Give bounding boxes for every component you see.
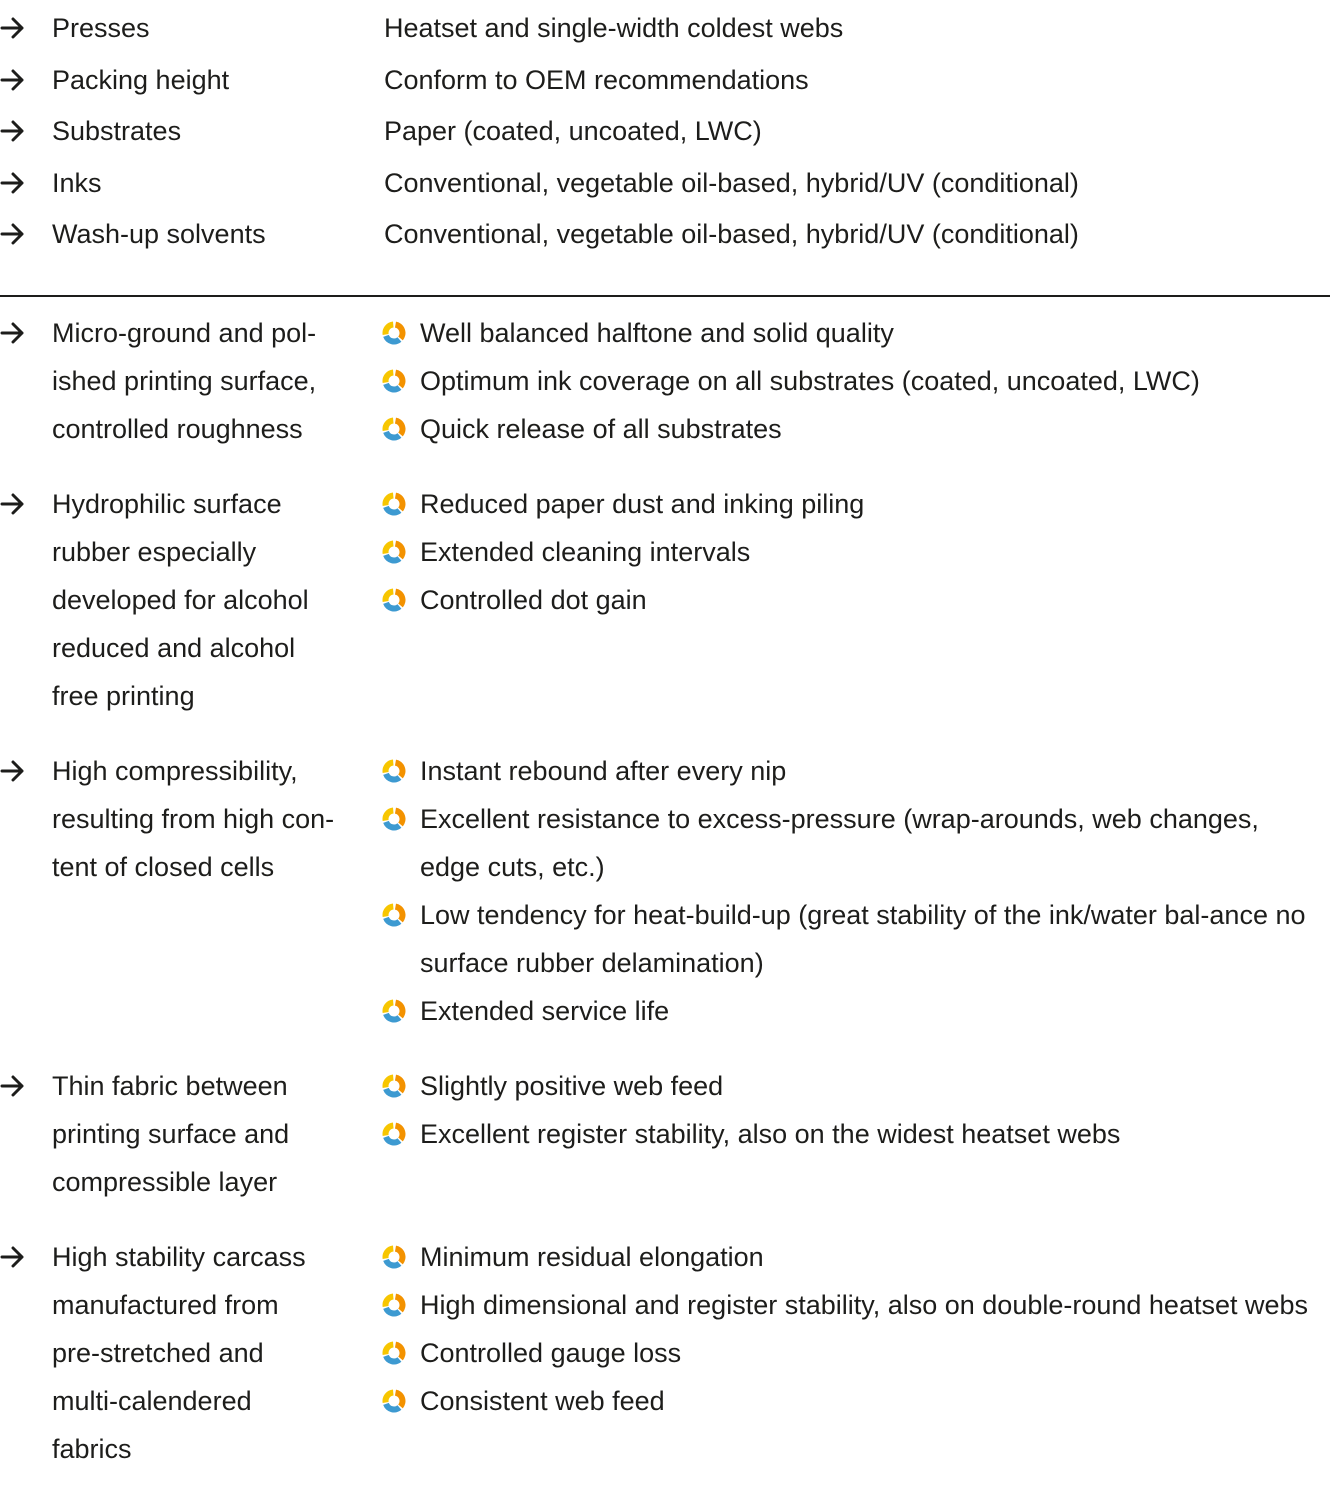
benefit-item — [382, 1377, 1330, 1425]
benefit-item — [382, 1233, 1330, 1281]
spec-value: Heatset and single-width coldest webs — [384, 13, 844, 43]
arrow-right-icon — [0, 1062, 52, 1110]
spec-row — [0, 159, 1330, 211]
feature-label-line: tent of closed cells — [52, 852, 275, 882]
tricolor-ring-icon — [382, 891, 420, 939]
benefit-text: Instant rebound after every nip — [420, 756, 787, 786]
spec-label: Packing height — [52, 64, 230, 95]
feature-label-line: printing surface and — [52, 1119, 290, 1149]
benefit-item — [382, 987, 1330, 1035]
spec-row — [0, 56, 1330, 108]
tricolor-ring-icon — [382, 576, 420, 624]
benefit-item — [382, 576, 1330, 624]
benefit-text: Extended cleaning intervals — [420, 537, 751, 567]
feature-label-line: Thin fabric between — [52, 1071, 288, 1101]
benefit-text: Optimum ink coverage on all substrates (coated, uncoated, LWC) — [420, 366, 1200, 396]
tricolor-ring-icon — [382, 1062, 420, 1110]
benefit-item — [382, 1329, 1330, 1377]
benefit-item — [382, 1062, 1330, 1110]
spec-value: Paper (coated, uncoated, LWC) — [384, 116, 762, 146]
benefit-text: Controlled gauge loss — [420, 1338, 682, 1368]
benefit-text: Quick release of all substrates — [420, 414, 782, 444]
spec-row — [0, 107, 1330, 159]
feature-label-line: controlled roughness — [52, 414, 303, 444]
spec-label: Presses — [52, 13, 150, 43]
benefit-item — [382, 1281, 1330, 1329]
tricolor-ring-icon — [382, 1110, 420, 1158]
feature-label-line: reduced and alcohol — [52, 633, 296, 663]
feature-label — [52, 1062, 352, 1206]
benefit-item — [382, 309, 1330, 357]
feature-block — [0, 1233, 1330, 1473]
tricolor-ring-icon — [382, 987, 420, 1035]
tricolor-ring-icon — [382, 1281, 420, 1329]
spec-table — [0, 4, 1330, 262]
benefit-text: Low tendency for heat-build-up (great stability of the ink/water bal-ance no surface rubber delamination) — [420, 900, 1306, 978]
benefit-item — [382, 357, 1330, 405]
benefit-text: Minimum residual elongation — [420, 1242, 764, 1272]
feature-label-line: fabrics — [52, 1434, 132, 1464]
feature-block — [0, 1062, 1330, 1206]
tricolor-ring-icon — [382, 1233, 420, 1281]
benefit-list — [352, 1062, 1330, 1158]
arrow-right-icon — [0, 309, 52, 357]
feature-label — [52, 480, 352, 720]
tricolor-ring-icon — [382, 405, 420, 453]
feature-block — [0, 309, 1330, 453]
spec-value: Conventional, vegetable oil-based, hybrid/UV (conditional) — [384, 167, 1079, 198]
benefit-text: Well balanced halftone and solid quality — [420, 318, 894, 348]
feature-label-line: High stability carcass — [52, 1242, 306, 1272]
tricolor-ring-icon — [382, 1329, 420, 1377]
arrow-right-icon — [0, 107, 52, 155]
tricolor-ring-icon — [382, 357, 420, 405]
benefit-text: Consistent web feed — [420, 1386, 665, 1416]
arrow-right-icon — [0, 56, 52, 104]
arrow-right-icon — [0, 4, 52, 52]
feature-label — [52, 747, 352, 891]
tricolor-ring-icon — [382, 747, 420, 795]
benefit-text: Excellent register stability, also on the widest heatset webs — [420, 1119, 1121, 1149]
feature-label-line: ished printing surface, — [52, 366, 317, 396]
benefit-item — [382, 480, 1330, 528]
benefit-list — [352, 480, 1330, 624]
feature-label-line: Hydrophilic surface — [52, 489, 282, 519]
benefit-text: Reduced paper dust and inking piling — [420, 489, 865, 519]
benefit-item — [382, 891, 1330, 987]
arrow-right-icon — [0, 159, 52, 207]
benefit-item — [382, 747, 1330, 795]
arrow-right-icon — [0, 747, 52, 795]
spec-value: Conform to OEM recommendations — [384, 64, 809, 95]
feature-label-line: rubber especially — [52, 537, 257, 567]
arrow-right-icon — [0, 480, 52, 528]
benefit-text: Excellent resistance to excess-pressure (wrap-arounds, web changes, edge cuts, etc.) — [420, 804, 1259, 882]
tricolor-ring-icon — [382, 795, 420, 843]
feature-label-line: manufactured from — [52, 1290, 279, 1320]
feature-label-line: compressible layer — [52, 1167, 278, 1197]
benefit-list — [352, 747, 1330, 1035]
benefit-item — [382, 1110, 1330, 1158]
benefit-item — [382, 528, 1330, 576]
arrow-right-icon — [0, 1233, 52, 1281]
benefit-list — [352, 309, 1330, 453]
tricolor-ring-icon — [382, 528, 420, 576]
feature-label-line: multi-calendered — [52, 1386, 252, 1416]
benefit-text: Extended service life — [420, 996, 670, 1026]
feature-label-line: free printing — [52, 681, 195, 711]
feature-block — [0, 480, 1330, 720]
feature-label-line: High compressibility, — [52, 756, 298, 786]
feature-benefit-list — [0, 309, 1330, 1500]
feature-label-line: pre-stretched and — [52, 1338, 264, 1368]
spec-label: Inks — [52, 167, 102, 198]
feature-label-line: resulting from high con- — [52, 804, 335, 834]
benefit-item — [382, 795, 1330, 891]
feature-label-line: Micro-ground and pol- — [52, 318, 317, 348]
feature-label — [52, 1233, 352, 1473]
tricolor-ring-icon — [382, 309, 420, 357]
benefit-text: Controlled dot gain — [420, 585, 647, 615]
benefit-text: Slightly positive web feed — [420, 1071, 724, 1101]
benefit-list — [352, 1233, 1330, 1425]
feature-label — [52, 309, 352, 453]
tricolor-ring-icon — [382, 1377, 420, 1425]
spec-value: Conventional, vegetable oil-based, hybrid/UV (conditional) — [384, 219, 1079, 249]
benefit-item — [382, 405, 1330, 453]
arrow-right-icon — [0, 210, 52, 258]
benefit-text: High dimensional and register stability, also on double-round heatset webs — [420, 1290, 1309, 1320]
feature-block — [0, 747, 1330, 1035]
spec-row — [0, 210, 1330, 262]
section-divider — [0, 295, 1330, 297]
feature-label-line: developed for alcohol — [52, 585, 309, 615]
spec-label: Substrates — [52, 116, 182, 146]
tricolor-ring-icon — [382, 480, 420, 528]
spec-row — [0, 4, 1330, 56]
spec-label: Wash-up solvents — [52, 219, 266, 249]
